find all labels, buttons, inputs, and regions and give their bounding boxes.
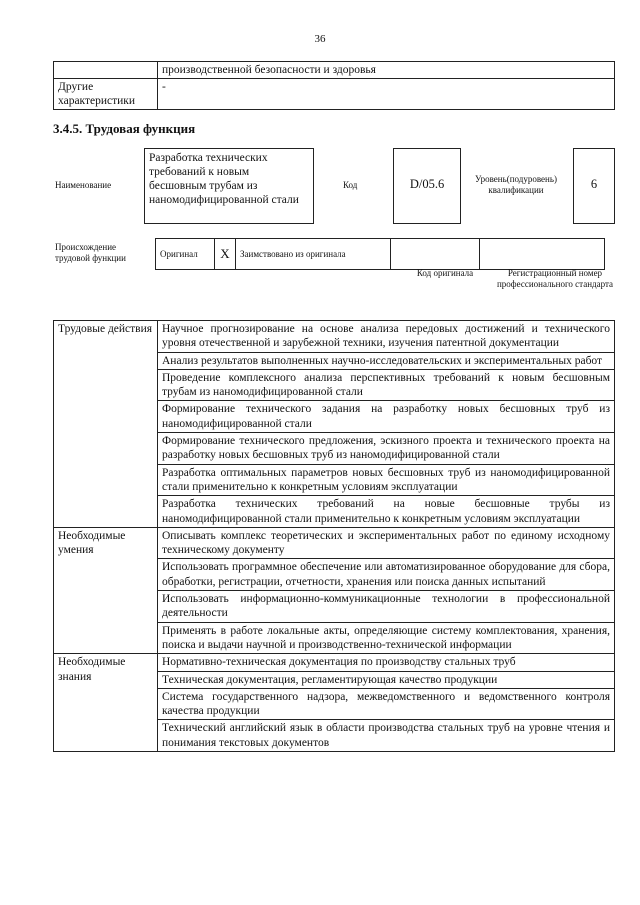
section-title: 3.4.5. Трудовая функция: [53, 121, 196, 136]
list-item: Техническая документация, регламентирующая качество продукции: [158, 671, 615, 688]
other-characteristics-label: Другие характеристики: [54, 79, 158, 110]
continuation-text: производственной безопасности и здоровья: [158, 62, 615, 79]
reg-number-cell: [480, 239, 605, 270]
function-details-table: [53, 320, 615, 752]
labor-actions-label: Трудовые действия: [54, 321, 158, 528]
table-row: [54, 321, 615, 353]
list-item: Разработка оптимальных параметров новых бесшовных труб из наномодифицированной стали применительно к конкретным условиям эксплуатации: [158, 464, 615, 496]
list-item: Система государственного надзора, межведомственного и ведомственного контроля качества продукции: [158, 688, 615, 720]
empty-cell: [54, 62, 158, 79]
list-item: Использовать программное обеспечение или автоматизированное оборудование для сбора, обработки, регистрации, отчетности, хранения или поиска данных испытаний: [158, 559, 615, 591]
code-original-cell: [391, 239, 480, 270]
level-value-box: 6: [573, 148, 615, 224]
list-item: Анализ результатов выполненных научно-исследовательских и экспериментальных работ: [158, 352, 615, 369]
list-item: Применять в работе локальные акты, определяющие систему комплектования, хранения, поиска и выдачи научной и производственно-технической информации: [158, 622, 615, 654]
reg-number-label: Регистрационный номер профессионального стандарта: [496, 268, 614, 289]
page-number: 36: [314, 33, 326, 45]
code-value-box: D/05.6: [393, 148, 461, 224]
table-row: [54, 527, 615, 559]
name-label: Наименование: [55, 180, 112, 190]
list-item: Разработка технических требований на новые бесшовные трубы из наномодифицированной стали применительно к конкретным условиям эксплуатации: [158, 496, 615, 528]
original-mark: X: [215, 239, 236, 270]
origin-table: [155, 238, 605, 270]
list-item: Использовать информационно-коммуникационные технологии в профессиональной деятельности: [158, 591, 615, 623]
list-item: Нормативно-техническая документация по производству стальных труб: [158, 654, 615, 671]
list-item: Научное прогнозирование на основе анализа передовых достижений и технического уровня отечественной и зарубежной техники, изучения патентной документации: [158, 321, 615, 353]
other-characteristics-value: -: [158, 79, 615, 110]
required-knowledge-label: Необходимые знания: [54, 654, 158, 752]
original-label: Оригинал: [156, 239, 215, 270]
table-row: [54, 654, 615, 671]
origin-label: Происхождение трудовой функции: [55, 242, 126, 263]
list-item: Проведение комплексного анализа перспективных требований к новым бесшовным трубам из наномодифицированной стали: [158, 369, 615, 401]
code-original-label: Код оригинала: [416, 268, 474, 278]
list-item: Описывать комплекс теоретических и экспериментальных работ по единому исходному техническому документу: [158, 527, 615, 559]
borrowed-label: Заимствовано из оригинала: [236, 239, 391, 270]
function-name-box: Разработка технических требований к новым бесшовным трубам из наномодифицированной стали: [144, 148, 314, 224]
list-item: Формирование технического предложения, эскизного проекта и технического проекта на разработку новых бесшовных труб из наномодифицированной стали: [158, 433, 615, 465]
code-label: Код: [343, 180, 358, 190]
list-item: Технический английский язык в области производства стальных труб на уровне чтения и понимания текстовых документов: [158, 720, 615, 752]
level-label: Уровень(подуровень) квалификации: [475, 174, 557, 195]
required-skills-label: Необходимые умения: [54, 527, 158, 653]
list-item: Формирование технического задания на разработку новых бесшовных труб из наномодифицированной стали: [158, 401, 615, 433]
continuation-table: [53, 61, 615, 110]
